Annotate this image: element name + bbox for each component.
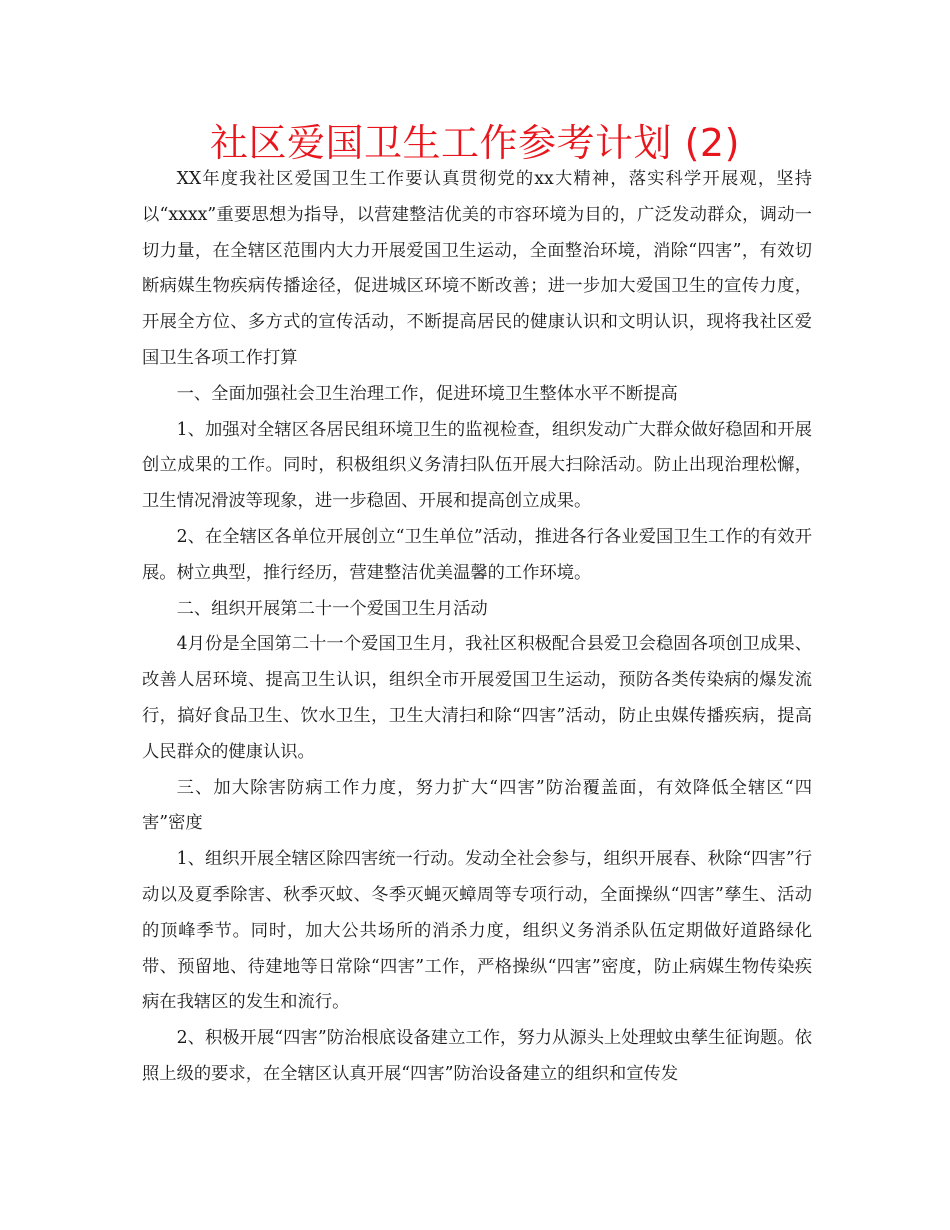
intro-paragraph: XX年度我社区爱国卫生工作要认真贯彻党的xx大精神，落实科学开展观，坚持以“xxxx”重要思想为指导，以营建整洁优美的市容环境为目的，广泛发动群众，调动一切力量，在全辖区范围内大力开展爱国卫生运动，全面整治环境，消除“四害”，有效切断病媒生物疾病传播途径，促进城区环境不断改善；进一步加大爱国卫生的宣传力度，开展全方位、多方式的宣传活动，不断提高居民的健康认识和文明认识，现将我社区爱国卫生各项工作打算: [142, 169, 812, 368]
section-3-item-2: 2、积极开展“四害”防治根底设备建立工作，努力从源头上处理蚊虫孳生征询题。依照上级的要求，在全辖区认真开展“四害”防治设备建立的组织和宣传发: [142, 1028, 812, 1084]
section-heading-1: 一、全面加强社会卫生治理工作，促进环境卫生整体水平不断提高: [176, 383, 678, 404]
section-3-item-1: 1、组织开展全辖区除四害统一行动。发动全社会参与，组织开展春、秋除“四害”行动以及夏季除害、秋季灭蚊、冬季灭蝇灭蟑周等专项行动，全面操纵“四害”孳生、活动的顶峰季节。同时，加大公共场所的消杀力度，组织义务消杀队伍定期做好道路绿化带、预留地、待建地等日常除“四害”工作，严格操纵“四害”密度，防止病媒生物传染疾病在我辖区的发生和流行。: [142, 849, 812, 1013]
section-2-paragraph: 4月份是全国第二十一个爱国卫生月，我社区积极配合县爱卫会稳固各项创卫成果、改善人居环境、提高卫生认识，组织全市开展爱国卫生运动，预防各类传染病的爆发流行，搞好食品卫生、饮水卫生，卫生大清扫和除“四害”活动，防止虫媒传播疾病，提高人民群众的健康认识。: [142, 634, 812, 762]
document-title: 社区爱国卫生工作参考计划 (2): [210, 121, 740, 165]
document-body: [142, 162, 812, 1093]
section-1-item-2: 2、在全辖区各单位开展创立“卫生单位”活动，推进各行各业爱国卫生工作的有效开展。树立典型，推行经历，营建整洁优美温馨的工作环境。: [142, 526, 812, 583]
section-1-item-1: 1、加强对全辖区各居民组环境卫生的监视检查，组织发动广大群众做好稳固和开展创立成果的工作。同时，积极组织义务清扫队伍开展大扫除活动。防止出现治理松懈，卫生情况滑波等现象，进一步稳固、开展和提高创立成果。: [142, 419, 812, 512]
section-heading-3: 三、加大除害防病工作力度，努力扩大“四害”防治覆盖面，有效降低全辖区“四害”密度: [142, 777, 812, 834]
section-heading-2: 二、组织开展第二十一个爱国卫生月活动: [176, 598, 488, 619]
